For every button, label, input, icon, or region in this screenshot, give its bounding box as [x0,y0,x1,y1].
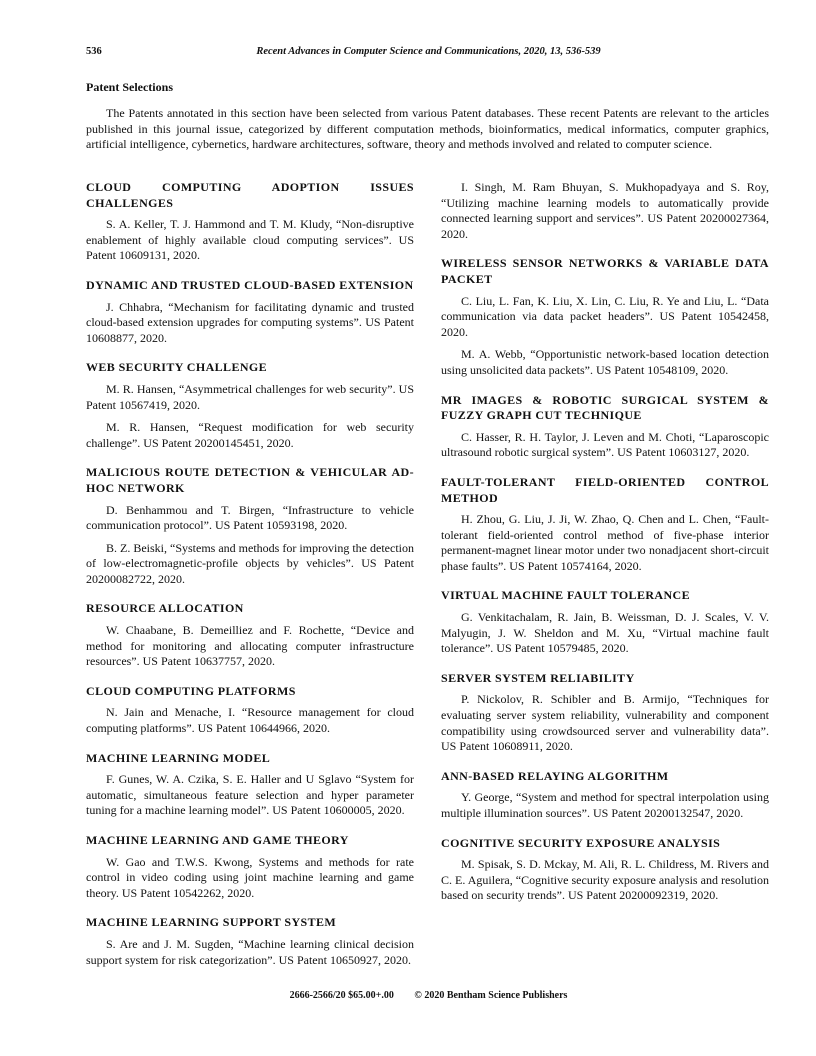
patent-citation: G. Venkitachalam, R. Jain, B. Weissman, D. J. Scales, V. V. Malyugin, J. W. Sheldon and M. Xu, “Virtual machine fault tolerance”. US Patent 10579485, 2020. [441,610,769,656]
journal-citation: Recent Advances in Computer Science and Communications, 2020, 13, 536-539 [256,46,601,57]
page-number: 536 [86,46,102,57]
patent-citation: S. A. Keller, T. J. Hammond and T. M. Kludy, “Non-disruptive enablement of highly available cloud computing services”. US Patent 10609131, 2020. [86,217,414,263]
patent-citation: N. Jain and Menache, I. “Resource management for cloud computing platforms”. US Patent 10644966, 2020. [86,705,414,736]
patent-topic [86,684,414,737]
patent-topic [441,393,769,461]
topic-heading: COGNITIVE SECURITY EXPOSURE ANALYSIS [441,835,721,850]
topic-heading: CLOUD COMPUTING ADOPTION ISSUES CHALLENGES [86,180,414,210]
page-footer [86,990,771,1001]
patent-citation: C. Liu, L. Fan, K. Liu, X. Lin, C. Liu, R. Ye and Liu, L. “Data communication via data packet headers”. US Patent 10542458, 2020. [441,293,769,339]
patent-topic [86,833,414,901]
patent-citation: W. Gao and T.W.S. Kwong, Systems and methods for rate control in video coding using joint machine learning and game theory. US Patent 10542262, 2020. [86,854,414,900]
topic-heading: MALICIOUS ROUTE DETECTION & VEHICULAR AD-HOC NETWORK [86,465,414,495]
patent-topic [86,751,414,819]
topic-heading: MACHINE LEARNING AND GAME THEORY [86,833,349,847]
patent-topic [441,588,769,656]
issn-price: 2666-2566/20 $65.00+.00 [289,990,394,1001]
topic-heading: RESOURCE ALLOCATION [86,601,244,616]
topic-heading: WEB SECURITY CHALLENGE [86,360,268,375]
topic-heading: ANN-BASED RELAYING ALGORITHM [441,768,669,783]
topic-heading: MACHINE LEARNING MODEL [86,750,271,765]
patent-topic [86,465,414,587]
left-column [86,180,414,968]
patent-topic [441,671,769,755]
patent-citation: H. Zhou, G. Liu, J. Ji, W. Zhao, Q. Chen and L. Chen, “Fault-tolerant field-oriented control method of five-phase interior permanent-magnet linear motor under two nonadjacent short-circuit phase faults”. US Patent 10574164, 2020. [441,512,769,573]
patent-citation: J. Chhabra, “Mechanism for facilitating dynamic and trusted cloud-based extension upgrades for computing systems”. US Patent 10608877, 2020. [86,299,414,345]
patent-citation: I. Singh, M. Ram Bhuyan, S. Mukhopadyaya and S. Roy, “Utilizing machine learning models to automatically provide connected learning support and services”. US Patent 20200027364, 2020. [441,180,769,241]
topic-heading: MR IMAGES & ROBOTIC SURGICAL SYSTEM & FUZZY GRAPH CUT TECHNIQUE [441,392,769,423]
patent-citation: S. Are and J. M. Sugden, “Machine learning clinical decision support system for risk categorization”. US Patent 10650927, 2020. [86,936,414,967]
right-column [441,180,769,904]
patent-citation: Y. George, “System and method for spectral interpolation using multiple illumination sources”. US Patent 20200132547, 2020. [441,790,769,820]
patent-citation: M. A. Webb, “Opportunistic network-based location detection using unsolicited data packets”. US Patent 10548109, 2020. [441,347,769,377]
patent-citation: D. Benhammou and T. Birgen, “Infrastructure to vehicle communication protocol”. US Patent 10593198, 2020. [86,502,414,533]
patent-topic [86,360,414,451]
patent-topic [441,256,769,378]
intro-paragraph: The Patents annotated in this section have been selected from various Patent databases. These recent Patents are relevant to the articles published in this journal issue, categorized by different computation methods, bioinformatics, medical informatics, computer graphics, artificial intelligence, cybernetics, hardware architectures, software, theory and methods involved and related to computer science. [86,106,769,152]
copyright-notice: © 2020 Bentham Science Publishers [414,990,568,1001]
running-header [86,46,771,62]
topic-heading: FAULT-TOLERANT FIELD-ORIENTED CONTROL METHOD [441,474,769,505]
patent-topic [441,180,769,242]
patent-citation: B. Z. Beiski, “Systems and methods for improving the detection of low-electromagnetic-profile objects by vehicles”. US Patent 20200082722, 2020. [86,540,414,586]
patent-topic [86,915,414,968]
topic-heading: WIRELESS SENSOR NETWORKS & VARIABLE DATA PACKET [441,256,769,286]
topic-heading: VIRTUAL MACHINE FAULT TOLERANCE [441,588,691,603]
topic-heading: CLOUD COMPUTING PLATFORMS [86,683,296,698]
topic-heading: DYNAMIC AND TRUSTED CLOUD-BASED EXTENSION [86,277,414,292]
patent-citation: M. R. Hansen, “Request modification for web security challenge”. US Patent 20200145451, 2020. [86,420,414,450]
topic-heading: SERVER SYSTEM RELIABILITY [441,670,635,685]
patent-citation: M. Spisak, S. D. Mckay, M. Ali, R. L. Childress, M. Rivers and C. E. Aguilera, “Cognitive security exposure analysis and resolution based on security trends”. US Patent 20200092319, 2020. [441,857,769,903]
patent-topic [86,601,414,669]
patent-citation: P. Nickolov, R. Schibler and B. Armijo, “Techniques for evaluating server system reliability, vulnerability and component compatibility using crowdsourced server and vulnerability data”. US Patent 10608911, 2020. [441,692,769,754]
section-title: Patent Selections [86,80,173,94]
patent-topic [86,180,414,264]
patent-citation: W. Chaabane, B. Demeilliez and F. Rochette, “Device and method for monitoring and allocating computer infrastructure resources”. US Patent 10637757, 2020. [86,623,414,669]
topic-heading: MACHINE LEARNING SUPPORT SYSTEM [86,915,337,930]
patent-topic [441,769,769,822]
patent-citation: F. Gunes, W. A. Czika, S. E. Haller and U Sglavo “System for automatic, simultaneous feature selection and hyper parameter tuning for a machine learning model”. US Patent 10600005, 2020. [86,772,414,818]
patent-topic [86,278,414,346]
patent-topic [441,475,769,575]
patent-citation: C. Hasser, R. H. Taylor, J. Leven and M. Choti, “Laparoscopic ultrasound robotic surgical system”. US Patent 10603127, 2020. [441,429,769,460]
patent-topic [441,836,769,904]
patent-citation: M. R. Hansen, “Asymmetrical challenges for web security”. US Patent 10567419, 2020. [86,381,414,412]
